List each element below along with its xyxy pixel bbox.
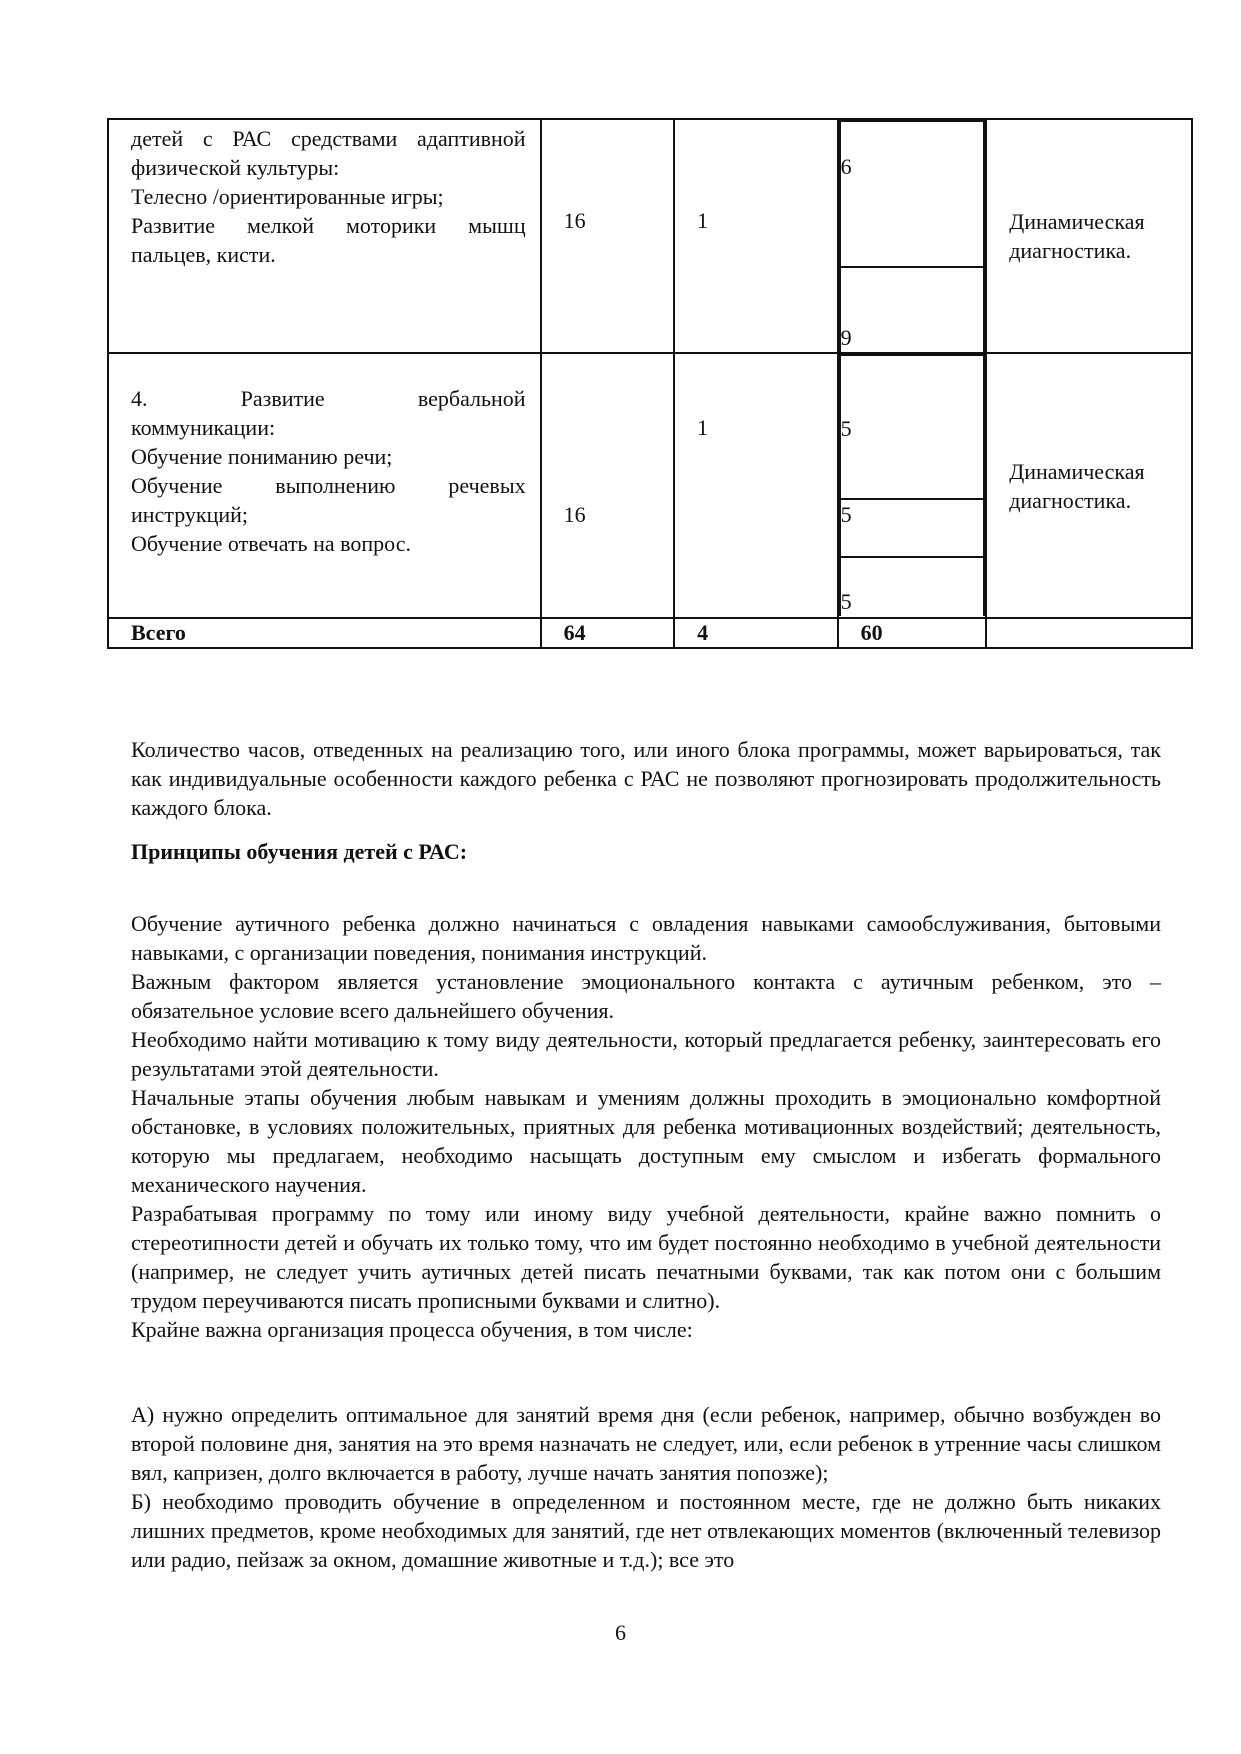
principle-paragraph: Начальные этапы обучения любым навыкам и умениям должны проходить в эмоционально комфортной обстановке, в условиях положительных, приятных для ребенка мотивационных воздействий; деятельность, которую мы предлагаем, необходимо насыщать доступным ему смыслом и избегать формального механического научения. — [131, 1085, 1161, 1197]
practice-hours-sum: 60 — [838, 618, 987, 648]
practice-value: 5 — [840, 557, 985, 616]
table-row — [108, 353, 1192, 618]
hours-note — [131, 735, 1161, 822]
practice-hours-cell — [838, 353, 987, 618]
topic-cell — [108, 353, 541, 618]
practice-subtable — [839, 354, 986, 616]
page-number: 6 — [615, 1620, 626, 1645]
theory-hours-cell: 1 — [674, 353, 838, 618]
principle-paragraph: Важным фактором является установление эмоционального контакта с аутичным ребенком, это – обязательное условие всего дальнейшего обучения. — [131, 969, 1161, 1023]
organization-item: А) нужно определить оптимальное для занятий время дня (если ребенок, например, обычно возбужден во второй половине дня, занятия на это время назначать не следует, или, если ребенок в утренние часы слишком вял, капризен, долго включается в работу, лучше начать занятия попозже); — [131, 1402, 1161, 1485]
control-text: Динамическая диагностика. — [1009, 209, 1145, 263]
principles-list — [131, 909, 1161, 1344]
topic-line: Обучение пониманию речи; — [131, 444, 393, 469]
control-sum — [986, 618, 1192, 648]
topic-line: пальцев, кисти. — [131, 242, 276, 267]
total-hours-sum: 64 — [541, 618, 674, 648]
topic-line: детей с РАС средствами адаптивной — [131, 126, 526, 151]
table-row — [108, 119, 1192, 353]
practice-subtable — [839, 120, 986, 352]
curriculum-table — [107, 118, 1193, 649]
principle-paragraph: Разрабатывая программу по тому или иному виду учебной деятельности, крайне важно помнить о стереотипности детей и обучать их только тому, что им будет постоянно необходимо в учебной деятельности (например, не следует учить аутичных детей писать печатными буквами, так как потом они с большим трудом переучиваются писать прописными буквами и слитно). — [131, 1201, 1161, 1313]
principle-paragraph: Необходимо найти мотивацию к тому виду деятельности, который предлагается ребенку, заинтересовать его результатами этой деятельности. — [131, 1027, 1161, 1081]
theory-hours-sum: 4 — [674, 618, 838, 648]
topic-line: 4. Развитие вербальной — [131, 386, 526, 411]
practice-value: 5 — [840, 355, 985, 499]
topic-line: Развитие мелкой моторики мышц — [131, 213, 526, 238]
section-heading: Принципы обучения детей с РАС: — [131, 839, 468, 864]
practice-value: 5 — [840, 499, 985, 557]
principle-paragraph: Крайне важна организация процесса обучения, в том числе: — [131, 1317, 693, 1342]
total-hours-cell: 16 — [541, 119, 674, 353]
topic-line: Обучение отвечать на вопрос. — [131, 531, 411, 556]
principle-paragraph: Обучение аутичного ребенка должно начинаться с овладения навыками самообслуживания, бытовыми навыками, с организации поведения, понимания инструкций. — [131, 911, 1161, 965]
practice-hours-cell — [838, 119, 987, 353]
organization-list — [131, 1400, 1161, 1574]
total-hours-cell: 16 — [541, 353, 674, 618]
topic-line: инструкций; — [131, 502, 249, 527]
control-text: Динамическая диагностика. — [1009, 458, 1145, 513]
topic-line: коммуникации: — [131, 415, 276, 440]
practice-value: 9 — [840, 267, 985, 352]
table-total-row — [108, 618, 1192, 648]
topic-line: Телесно /ориентированные игры; — [131, 184, 444, 209]
hours-note-text: Количество часов, отведенных на реализацию того, или иного блока программы, может варьироваться, так как индивидуальные особенности каждого ребенка с РАС не позволяют прогнозировать продолжительность каждого блока. — [131, 737, 1161, 820]
theory-hours-cell: 1 — [674, 119, 838, 353]
topic-line: Обучение выполнению речевых — [131, 473, 526, 498]
control-form-cell — [986, 119, 1192, 353]
total-label: Всего — [108, 618, 541, 648]
topic-cell — [108, 119, 541, 353]
organization-item: Б) необходимо проводить обучение в определенном и постоянном месте, где не должно быть никаких лишних предметов, кроме необходимых для занятий, где нет отвлекающих моментов (включенный телевизор или радио, пейзаж за окном, домашние животные и т.д.); все это — [131, 1489, 1161, 1572]
practice-value: 6 — [840, 121, 985, 267]
control-form-cell — [986, 353, 1192, 618]
topic-line: физической культуры: — [131, 155, 340, 180]
